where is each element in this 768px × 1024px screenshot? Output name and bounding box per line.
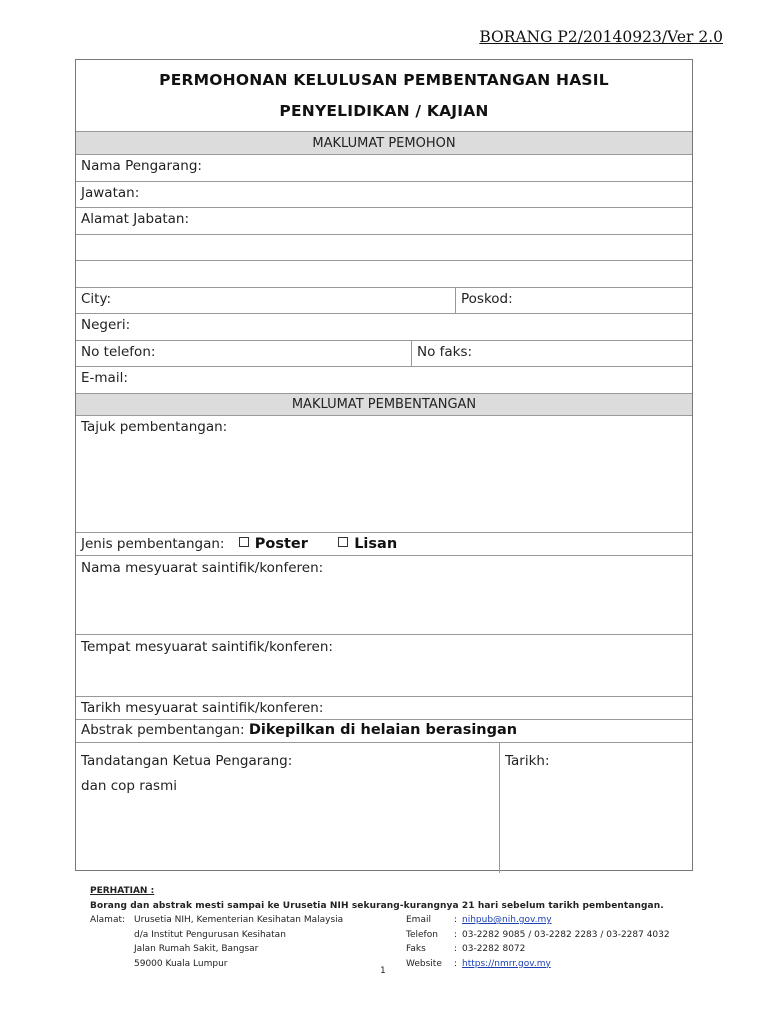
email-contact-label: Email <box>406 915 431 925</box>
lisan-checkbox[interactable] <box>338 537 348 547</box>
section-header-pemohon-label: MAKLUMAT PEMOHON <box>312 135 456 151</box>
tempat-mesyuarat-label: Tempat mesyuarat saintifik/konferen: <box>81 639 333 655</box>
telefon-faks-row <box>76 341 692 367</box>
jawatan-label: Jawatan: <box>81 185 140 201</box>
form-title <box>76 60 692 132</box>
tandatangan-label: Tandatangan Ketua Pengarang: <box>81 753 293 769</box>
negeri-field[interactable] <box>76 314 692 341</box>
address-line-1: Urusetia NIH, Kementerian Kesihatan Malaysia <box>134 915 344 925</box>
colon: : <box>454 915 458 925</box>
tarikh-mesyuarat-field[interactable] <box>76 697 692 720</box>
footer-row-1 <box>90 913 670 928</box>
tandatangan-field[interactable] <box>76 743 499 873</box>
jenis-pembentangan-cell <box>76 536 692 552</box>
section-header-pemohon <box>76 132 692 155</box>
poster-label: Poster <box>254 536 308 552</box>
telefon-field[interactable] <box>76 341 411 366</box>
email-link[interactable]: nihpub@nih.gov.my <box>462 915 552 925</box>
abstrak-value: Dikepilkan di helaian berasingan <box>248 722 518 738</box>
telefon-contact-label: Telefon <box>406 929 438 940</box>
section-header-pembentangan-label: MAKLUMAT PEMBENTANGAN <box>291 397 477 412</box>
website-link[interactable]: https://nmrr.gov.my <box>462 958 551 969</box>
tajuk-pembentangan-label: Tajuk pembentangan: <box>81 419 228 435</box>
lisan-label: Lisan <box>354 536 398 552</box>
page-number: 1 <box>380 966 386 976</box>
telefon-label: No telefon: <box>81 344 156 360</box>
document-reference: BORANG P2/20140923/Ver 2.0 <box>479 28 723 46</box>
nama-pengarang-label: Nama Pengarang: <box>81 158 202 174</box>
poster-checkbox[interactable] <box>239 537 249 547</box>
jenis-pembentangan-row <box>76 533 692 556</box>
nama-mesyuarat-field[interactable] <box>76 556 692 635</box>
city-label: City: <box>81 291 112 307</box>
poskod-field[interactable] <box>455 288 692 313</box>
address-line-3: Jalan Rumah Sakit, Bangsar <box>134 944 259 954</box>
website-contact-label: Website <box>406 958 442 969</box>
email-label: E-mail: <box>81 370 128 386</box>
alamat-jabatan-label: Alamat Jabatan: <box>81 211 190 227</box>
footer-row-3 <box>90 942 670 957</box>
jenis-pembentangan-label: Jenis pembentangan: <box>81 536 225 552</box>
faks-field[interactable] <box>411 341 692 366</box>
abstrak-cell <box>76 720 692 742</box>
tajuk-pembentangan-field[interactable] <box>76 416 692 533</box>
alamat-footer-label: Alamat: <box>90 915 126 925</box>
colon: : <box>454 958 458 969</box>
alamat-line-2-field[interactable] <box>76 235 692 261</box>
section-header-pembentangan <box>76 394 692 416</box>
address-line-2: d/a Institut Pengurusan Kesihatan <box>134 929 286 940</box>
email-field[interactable] <box>76 367 692 394</box>
tarikh-mesyuarat-label: Tarikh mesyuarat saintifik/konferen: <box>81 700 324 716</box>
address-line-4: 59000 Kuala Lumpur <box>134 958 228 969</box>
tarikh-field[interactable] <box>499 743 692 873</box>
telefon-contact-value: 03-2282 9085 / 03-2282 2283 / 03-2287 4032 <box>462 929 670 940</box>
alamat-jabatan-field[interactable] <box>76 208 692 235</box>
tempat-mesyuarat-field[interactable] <box>76 635 692 697</box>
abstrak-label: Abstrak pembentangan: <box>81 722 245 738</box>
faks-contact-label: Faks <box>406 944 426 954</box>
colon: : <box>454 944 458 954</box>
perhatian-heading: PERHATIAN : <box>90 886 155 896</box>
city-field[interactable] <box>76 288 455 313</box>
alamat-line-3-field[interactable] <box>76 261 692 288</box>
nama-pengarang-field[interactable] <box>76 155 692 182</box>
tandatangan-row <box>76 743 692 873</box>
poskod-label: Poskod: <box>461 291 513 307</box>
city-poskod-row <box>76 288 692 314</box>
form-title-line-2: PENYELIDIKAN / KAJIAN <box>279 101 489 120</box>
jawatan-field[interactable] <box>76 182 692 208</box>
colon: : <box>454 929 458 940</box>
form-title-line-1: PERMOHONAN KELULUSAN PEMBENTANGAN HASIL <box>159 70 609 89</box>
footer-notes <box>90 884 670 971</box>
tarikh-label: Tarikh: <box>505 753 550 769</box>
negeri-label: Negeri: <box>81 317 131 333</box>
perhatian-note: Borang dan abstrak mesti sampai ke Urusetia NIH sekurang-kurangnya 21 hari sebelum tarikh pembentangan. <box>90 900 664 911</box>
footer-row-2 <box>90 928 670 943</box>
abstrak-row <box>76 720 692 743</box>
application-form <box>75 59 693 871</box>
faks-contact-value: 03-2282 8072 <box>462 944 526 954</box>
nama-mesyuarat-label: Nama mesyuarat saintifik/konferen: <box>81 560 324 576</box>
cop-rasmi-label: dan cop rasmi <box>81 778 177 794</box>
faks-label: No faks: <box>417 344 473 360</box>
